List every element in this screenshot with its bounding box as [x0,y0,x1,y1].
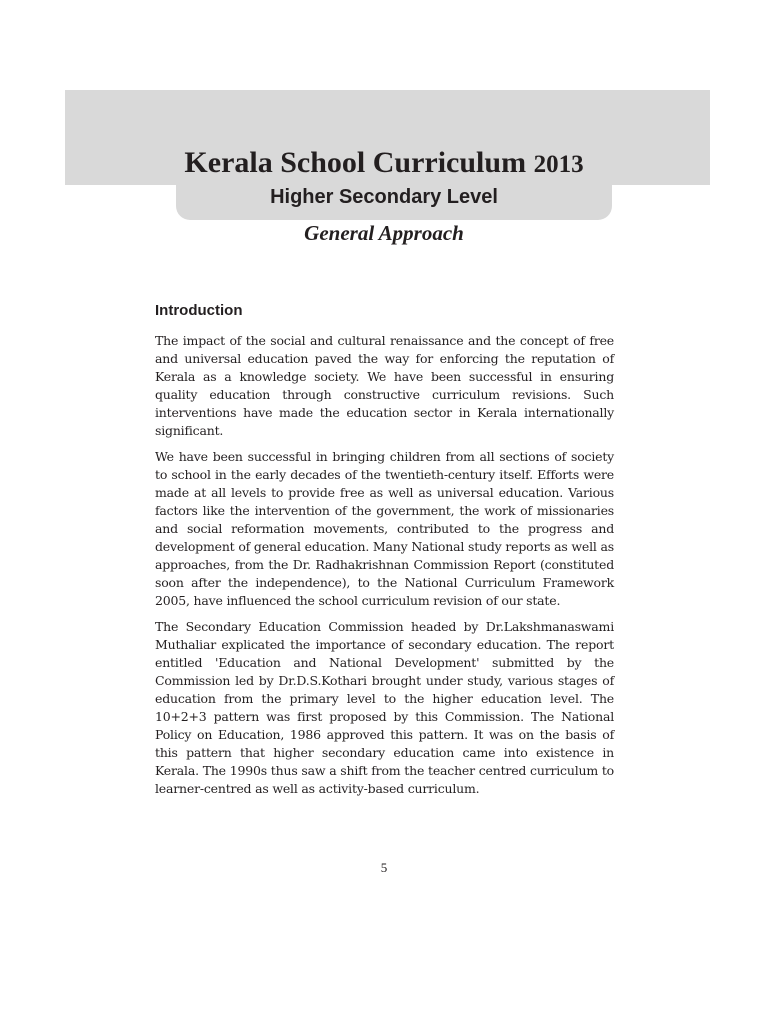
page-number: 5 [380,860,388,875]
paragraph-3: The Secondary Education Commission headed by Dr.Lakshmanaswami Muthaliar explicated the importance of secondary education. The report entitled 'Education and National Development' submitted by the Commission led by Dr.D.S.Kothari brought under study, various stages of education from the primary level to the higher education level. The 10+2+3 pattern was first proposed by this Commission. The National Policy on Education, 1986 approved this pattern. It was on the basis of this pattern that higher secondary education came into existence in Kerala. The 1990s thus saw a shift from the teacher centred curriculum to learner-centred as well as activity-based curriculum. [155,619,614,796]
subtitle: Higher Secondary Level [270,186,498,208]
title-text: Kerala School Curriculum [184,146,527,179]
paragraph-2: We have been successful in bringing children from all sections of society to school in the early decades of the twentieth-century itself. Efforts were made at all levels to provide free as well as universal education. Various factors like the intervention of the government, the work of missionaries and social reformation movements, contributed to the progress and development of general education. Many National study reports as well as approaches, from the Dr. Radhakrishnan Commission Report (constituted soon after the independence), to the National Curriculum Framework 2005, have influenced the school curriculum revision of our state. [155,449,614,608]
title-year: 2013 [533,151,584,178]
section-heading: Introduction [155,302,243,319]
section-title: General Approach [304,221,464,245]
paragraph-1: The impact of the social and cultural renaissance and the concept of free and universal education paved the way for enforcing the reputation of Kerala as a knowledge society. We have been successful in ensuring quality education through constructive curriculum revisions. Such interventions have made the education sector in Kerala internationally significant. [155,333,614,438]
page-title [0,146,768,180]
body-content [155,302,614,806]
